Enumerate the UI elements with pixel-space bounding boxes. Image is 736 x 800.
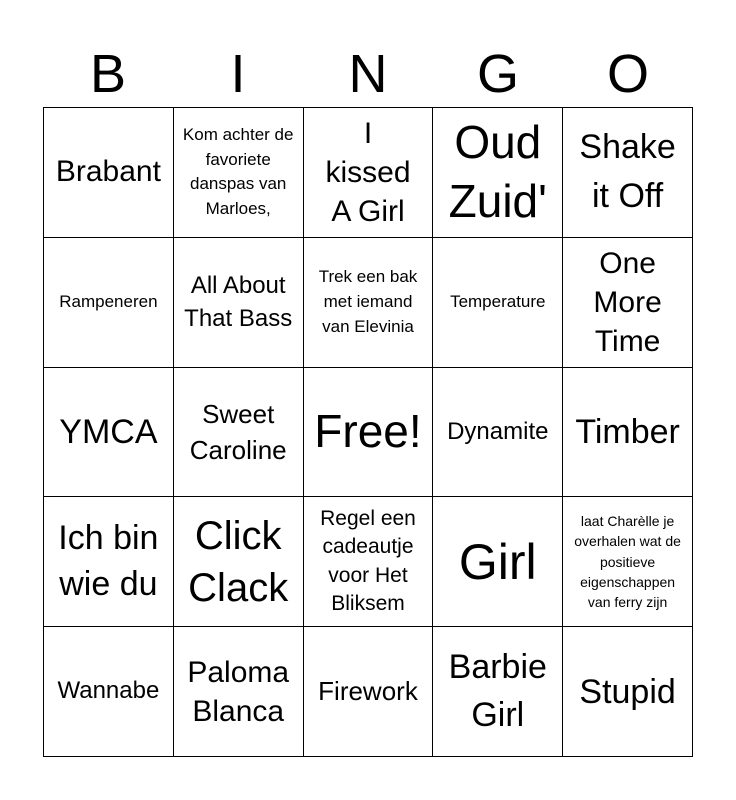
bingo-cell-g1[interactable] — [433, 108, 563, 238]
cell-text: Stupid — [579, 672, 676, 711]
bingo-header — [43, 40, 693, 106]
cell-text: Regel een cadeautje voor Het Bliksem — [320, 507, 416, 616]
bingo-cell-o2[interactable] — [563, 238, 693, 368]
cell-text: YMCA — [59, 412, 158, 451]
header-letter-o: O — [606, 44, 649, 104]
bingo-cell-g2[interactable] — [433, 238, 563, 368]
bingo-cell-i3[interactable] — [174, 368, 304, 498]
cell-text: Ich bin wie du — [58, 518, 159, 603]
cell-text: Shake it Off — [579, 128, 676, 216]
cell-text: Trek een bak met iemand van Elevinia — [318, 267, 418, 336]
cell-text: Firework — [318, 676, 418, 707]
bingo-cell-b3[interactable] — [44, 368, 174, 498]
cell-text: Timber — [575, 412, 680, 451]
header-letter-b: B — [89, 44, 127, 104]
bingo-cell-o4[interactable] — [563, 497, 693, 627]
bingo-cell-g4[interactable] — [433, 497, 563, 627]
cell-text: Girl — [458, 533, 537, 590]
cell-text: Click Clack — [188, 513, 289, 610]
header-letter-n: N — [348, 44, 388, 104]
cell-text: laat Charèlle je overhalen wat de positieve eigenschappen van ferry zijn — [574, 513, 681, 611]
bingo-cell-i2[interactable] — [174, 238, 304, 368]
cell-text: All About That Bass — [184, 271, 293, 333]
bingo-cell-b5[interactable] — [44, 627, 174, 757]
bingo-cell-g5[interactable] — [433, 627, 563, 757]
bingo-cell-o3[interactable] — [563, 368, 693, 498]
cell-text: Barbie Girl — [448, 648, 547, 734]
bingo-cell-i5[interactable] — [174, 627, 304, 757]
cell-text: One More Time — [593, 246, 662, 358]
cell-text: I kissed A Girl — [325, 116, 411, 228]
cell-text: Brabant — [55, 155, 161, 189]
bingo-cell-b2[interactable] — [44, 238, 174, 368]
cell-text: Free! — [314, 405, 422, 458]
header-letter-g: G — [476, 44, 519, 104]
bingo-cell-o1[interactable] — [563, 108, 693, 238]
bingo-cell-b1[interactable] — [44, 108, 174, 238]
bingo-cell-n4[interactable] — [304, 497, 434, 627]
bingo-cell-i1[interactable] — [174, 108, 304, 238]
cell-text: Temperature — [450, 291, 546, 311]
cell-text: Paloma Blanca — [187, 655, 290, 728]
header-letter-i: I — [230, 44, 246, 104]
bingo-cell-n2[interactable] — [304, 238, 434, 368]
bingo-cell-n5[interactable] — [304, 627, 434, 757]
bingo-cell-o5[interactable] — [563, 627, 693, 757]
bingo-cell-i4[interactable] — [174, 497, 304, 627]
bingo-cell-n1[interactable] — [304, 108, 434, 238]
bingo-grid — [43, 107, 693, 757]
cell-text: Kom achter de favoriete danspas van Marloes, — [182, 125, 294, 219]
bingo-cell-b4[interactable] — [44, 497, 174, 627]
cell-text: Rampeneren — [59, 291, 158, 311]
bingo-cell-g3[interactable] — [433, 368, 563, 498]
cell-text: Sweet Caroline — [189, 398, 287, 465]
cell-text: Wannabe — [57, 677, 160, 705]
cell-text: Oud Zuid' — [448, 115, 547, 228]
bingo-cell-n3[interactable] — [304, 368, 434, 498]
cell-text: Dynamite — [447, 417, 549, 445]
